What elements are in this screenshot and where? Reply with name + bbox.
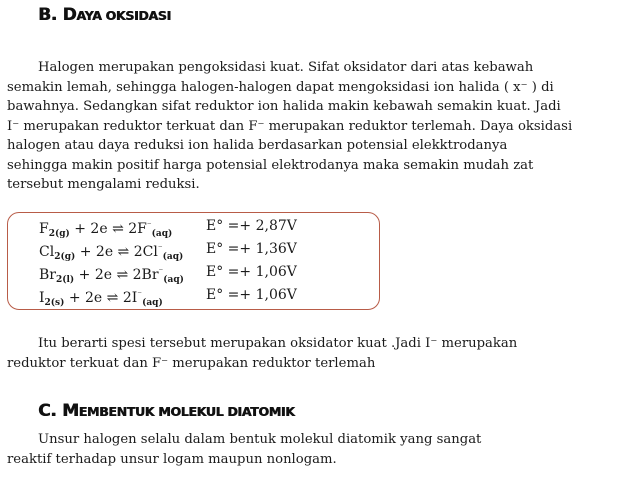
paragraph-line: reduktor terkuat dan F⁻ merupakan reduktor terlemah bbox=[7, 355, 376, 371]
paragraph-line: tersebut mengalami reduksi. bbox=[7, 177, 200, 192]
paragraph-line: semakin lemah, sehingga halogen-halogen dapat mengoksidasi ion halida ( x⁻ ) di bbox=[7, 79, 554, 95]
paragraph-line: reaktif terhadap unsur logam maupun nonlogam. bbox=[7, 451, 337, 467]
paragraph-line: Unsur halogen selalu dalam bentuk molekul diatomik yang sangat bbox=[38, 432, 482, 447]
paragraph-line: Halogen merupakan pengoksidasi kuat. Sifat oksidator dari atas kebawah bbox=[38, 60, 534, 75]
section-b-title-rest: AYA OKSIDASI bbox=[76, 8, 171, 23]
equations-box bbox=[7, 212, 380, 310]
section-b-heading bbox=[38, 5, 171, 25]
equation-bromine: $Br_{2(l)} + 2e$ ⇌ $2Br^{^-}_{(aq)}$ E° =+ 1,06V bbox=[39, 264, 297, 285]
paragraph-diatomic bbox=[7, 430, 632, 469]
section-b-title-initial: D bbox=[62, 5, 77, 25]
equation-fluorine: $F_{2(g)} + 2e$ ⇌ $2F^{^-}_{(aq)}$ E° =+ 2,87V bbox=[39, 218, 297, 239]
paragraph-conclusion bbox=[7, 334, 632, 373]
paragraph-line: halogen atau daya reduksi ion halida berdasarkan potensial elekktrodanya bbox=[7, 138, 508, 153]
section-c-title-rest: EMBENTUK MOLEKUL DIATOMIK bbox=[78, 404, 295, 419]
section-c-heading bbox=[38, 401, 294, 421]
paragraph-line: Itu berarti spesi tersebut merupakan oksidator kuat .Jadi I⁻ merupakan bbox=[38, 336, 518, 351]
paragraph-line: sehingga makin positif harga potensial elektrodanya maka semakin mudah zat bbox=[7, 157, 534, 173]
section-c-title-initial: M bbox=[61, 401, 79, 421]
paragraph-daya-oksidasi bbox=[7, 58, 632, 195]
standard-potential: E° =+ 2,87V bbox=[206, 218, 297, 234]
equation-chlorine: $Cl_{2(g)} + 2e$ ⇌ $2Cl^{^-}_{(aq)}$ E° =+ 1,36V bbox=[39, 241, 297, 262]
equation-iodine: $I_{2(s)} + 2e$ ⇌ $2I^{^-}_{(aq)}$ E° =+ 1,06V bbox=[39, 287, 297, 308]
section-c-letter: C. bbox=[38, 401, 57, 421]
paragraph-line: bawahnya. Sedangkan sifat reduktor ion halida makin kebawah semakin kuat. Jadi bbox=[7, 99, 561, 114]
standard-potential: E° =+ 1,06V bbox=[206, 287, 297, 303]
standard-potential: E° =+ 1,06V bbox=[206, 264, 297, 280]
standard-potential: E° =+ 1,36V bbox=[206, 241, 297, 257]
section-b-letter: B. bbox=[38, 5, 57, 25]
paragraph-line: I⁻ merupakan reduktor terkuat dan F⁻ merupakan reduktor terlemah. Daya oksidasi bbox=[7, 118, 573, 134]
